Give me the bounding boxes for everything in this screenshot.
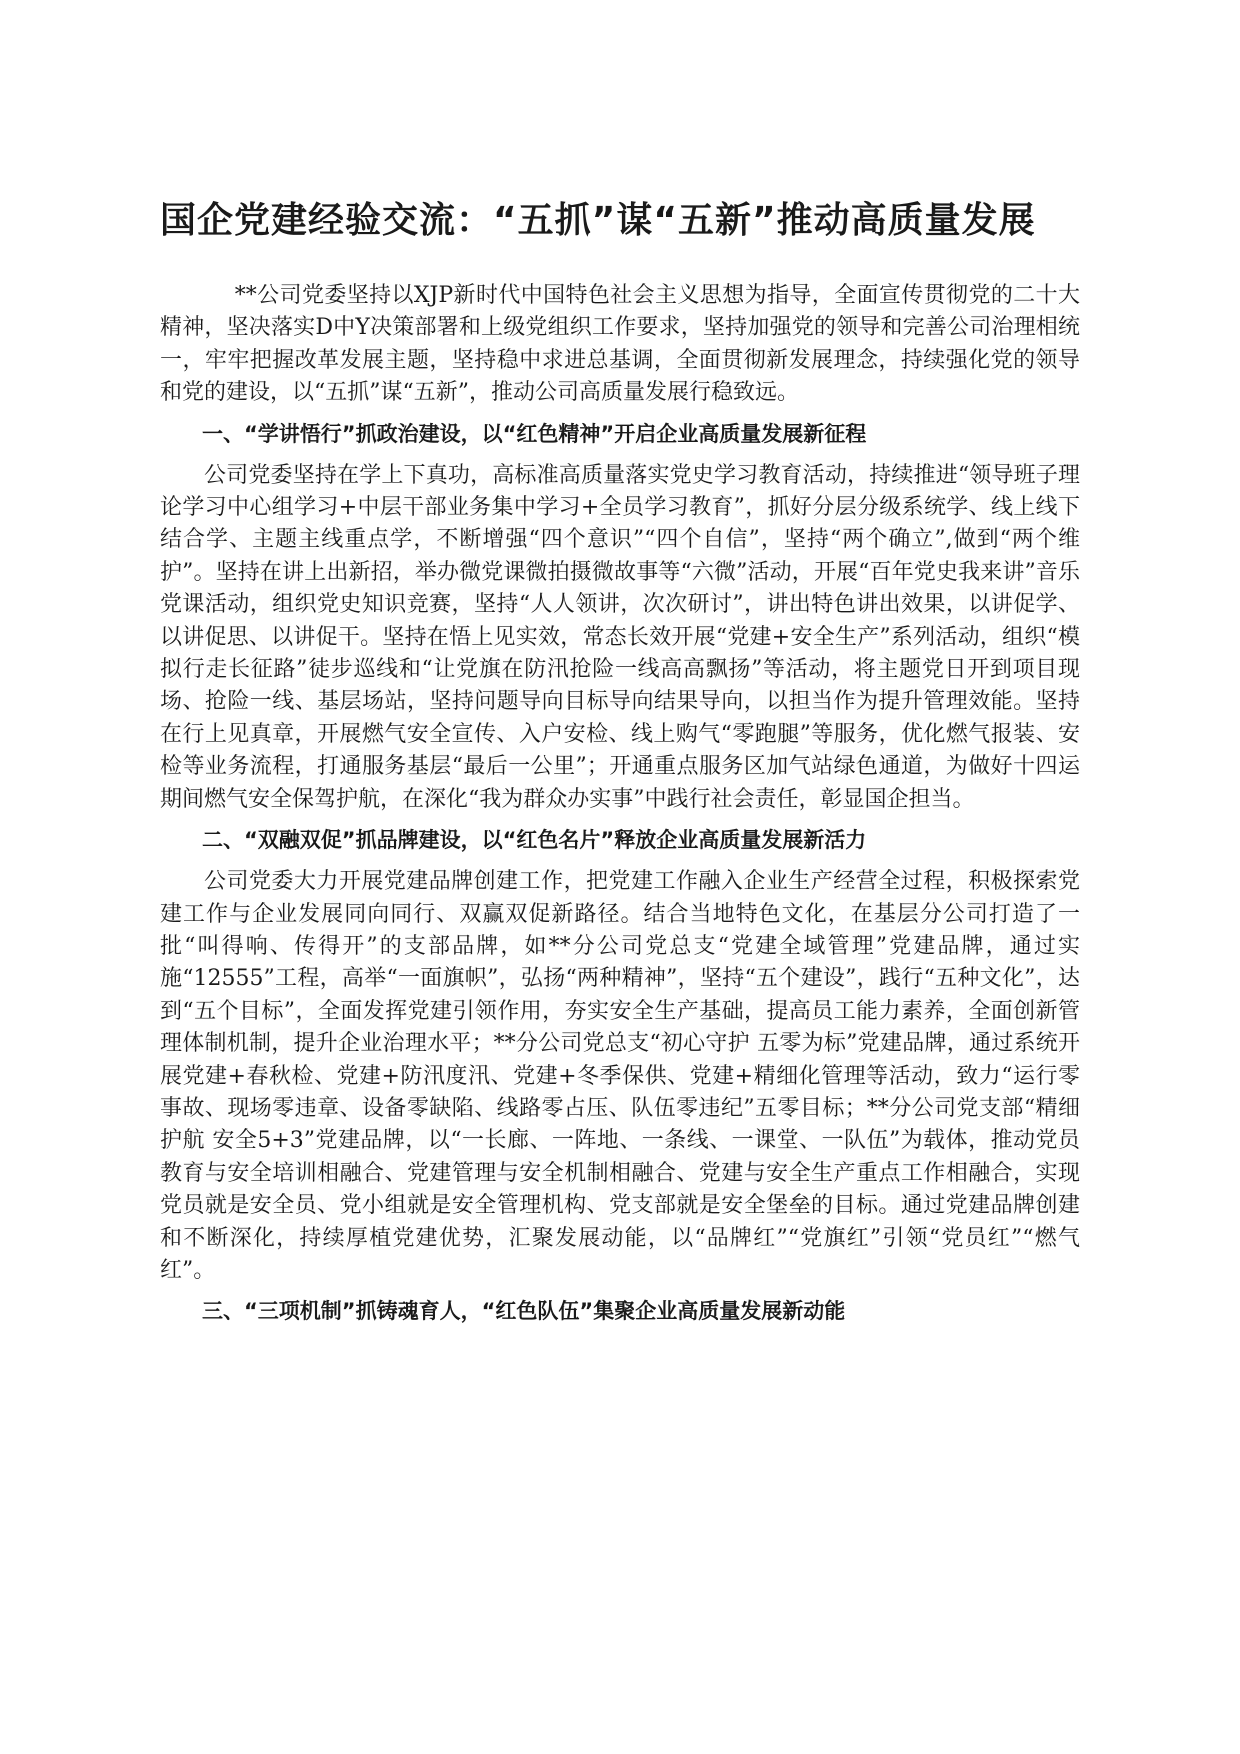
document-page [160,188,1080,1337]
section-2-body: 公司党委大力开展党建品牌创建工作，把党建工作融入企业生产经营全过程，积极探索党建工作与企业发展同向同行、双赢双促新路径。结合当地特色文化，在基层分公司打造了一批“叫得响、传得开”的支部品牌，如**分公司党总支“党建全域管理”党建品牌，通过实施“12555”工程，高举“一面旗帜”，弘扬“两种精神”，坚持“五个建设”，践行“五种文化”，达到“五个目标”，全面发挥党建引领作用，夯实安全生产基础，提高员工能力素养，全面创新管理体制机制，提升企业治理水平；**分公司党总支“初心守护 五零为标”党建品牌，通过系统开展党建+春秋检、党建+防汛度汛、党建+冬季保供、党建+精细化管理等活动，致力“运行零事故、现场零违章、设备零缺陷、线路零占压、队伍零违纪”五零目标；**分公司党支部“精细护航 安全5+3”党建品牌，以“一长廊、一阵地、一条线、一课堂、一队伍”为载体，推动党员教育与安全培训相融合、党建管理与安全机制相融合、党建与安全生产重点工作相融合，实现党员就是安全员、党小组就是安全管理机构、党支部就是安全堡垒的目标。通过党建品牌创建和不断深化，持续厚植党建优势，汇聚发展动能，以“品牌红”“党旗红”引领“党员红”“燃气红”。 [160,869,1080,1283]
section-3-heading: 三、“三项机制”抓铸魂育人，“红色队伍”集聚企业高质量发展新动能 [202,1299,846,1324]
section-2-heading: 二、“双融双促”抓品牌建设，以“红色名片”释放企业高质量发展新活力 [202,828,867,853]
section-1-heading: 一、“学讲悟行”抓政治建设，以“红色精神”开启企业高质量发展新征程 [202,421,867,446]
section-1-body: 公司党委坚持在学上下真功，高标准高质量落实党史学习教育活动，持续推进“领导班子理论学习中心组学习+中层干部业务集中学习+全员学习教育”，抓好分层分级系统学、线上线下结合学、主题主线重点学，不断增强“四个意识”“四个自信”，坚持“两个确立”,做到“两个维护”。坚持在讲上出新招，举办微党课微拍摄微故事等“六微”活动，开展“百年党史我来讲”音乐党课活动，组织党史知识竞赛，坚持“人人领讲，次次研讨”，讲出特色讲出效果，以讲促学、以讲促思、以讲促干。坚持在悟上见实效，常态长效开展“党建+安全生产”系列活动，组织“模拟行走长征路”徒步巡线和“让党旗在防汛抢险一线高高飘扬”等活动，将主题党日开到项目现场、抢险一线、基层场站，坚持问题导向目标导向结果导向，以担当作为提升管理效能。坚持在行上见真章，开展燃气安全宣传、入户安检、线上购气“零跑腿”等服务，优化燃气报装、安检等业务流程，打通服务基层“最后一公里”；开通重点服务区加气站绿色通道，为做好十四运期间燃气安全保驾护航，在深化“我为群众办实事”中践行社会责任，彰显国企担当。 [160,462,1081,812]
intro-paragraph: **公司党委坚持以XJP新时代中国特色社会主义思想为指导，全面宣传贯彻党的二十大精神，坚决落实D中Y决策部署和上级党组织工作要求，坚持加强党的领导和完善公司治理相统一，牢牢把握改革发展主题，坚持稳中求进总基调，全面贯彻新发展理念，持续强化党的领导和党的建设，以“五抓”谋“五新”，推动公司高质量发展行稳致远。 [160,283,1080,406]
document-title: 国企党建经验交流：“五抓”谋“五新”推动高质量发展 [160,200,1036,241]
